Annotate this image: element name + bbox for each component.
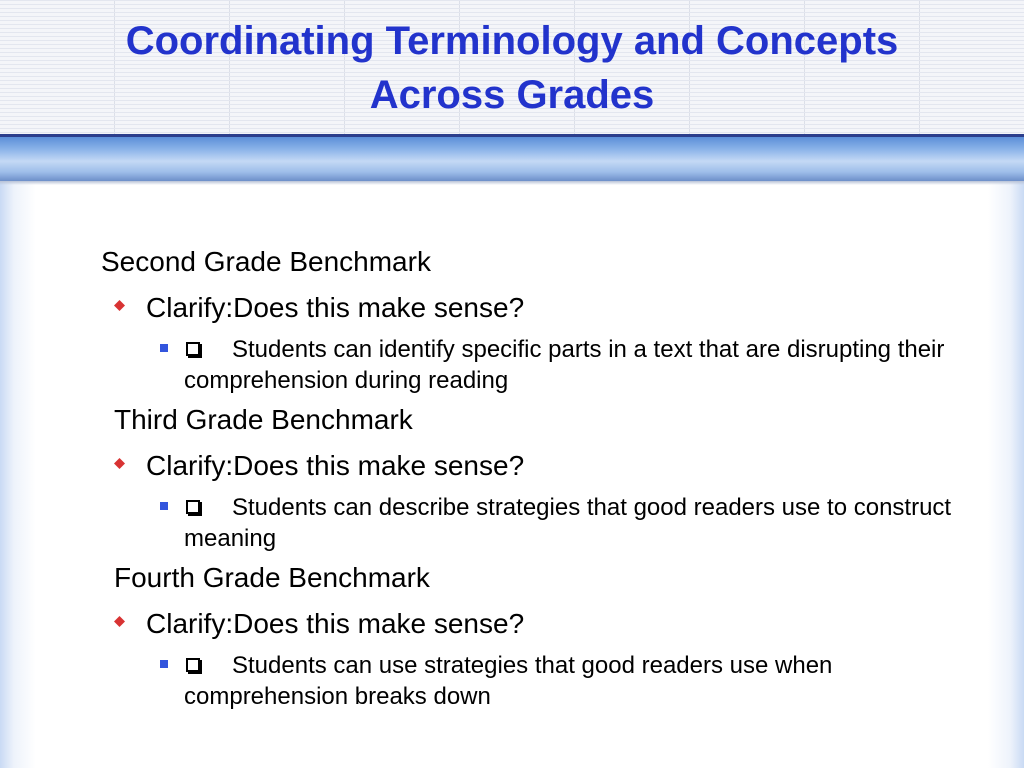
diamond-bullet-icon [114,458,125,469]
bullet-text: Clarify:Does this make sense? [146,450,525,481]
sub-bullet-item-second-grade [160,334,960,396]
header-band-shadow [0,181,1024,185]
sub-bullet-text: Students can use strategies that good readers use when comprehension breaks down [184,652,833,710]
benchmark-heading-fourth-grade: Fourth Grade Benchmark [114,562,430,593]
slide-title [0,14,1024,122]
sub-bullet-text: Students can identify specific parts in a text that are disrupting their comprehension during reading [184,336,945,394]
diamond-bullet-icon [114,300,125,311]
bullet-text: Clarify:Does this make sense? [146,292,525,323]
sub-bullet-item-third-grade [160,492,960,554]
header-band [0,137,1024,181]
square-bullet-icon [160,502,168,510]
square-bullet-icon [160,344,168,352]
bullet-text: Clarify:Does this make sense? [146,608,525,639]
checkbox-icon [186,342,200,356]
benchmark-heading-third-grade: Third Grade Benchmark [114,404,413,435]
checkbox-icon [186,500,200,514]
slide-title-line-1: Coordinating Terminology and Concepts [125,19,899,63]
diamond-bullet-icon [114,616,125,627]
checkbox-icon [186,658,200,672]
sub-bullet-item-fourth-grade [160,650,960,712]
sub-bullet-text: Students can describe strategies that good readers use to construct meaning [184,494,952,552]
square-bullet-icon [160,660,168,668]
benchmark-heading-second-grade: Second Grade Benchmark [101,246,431,277]
slide-title-line-2: Across Grades [369,73,655,117]
